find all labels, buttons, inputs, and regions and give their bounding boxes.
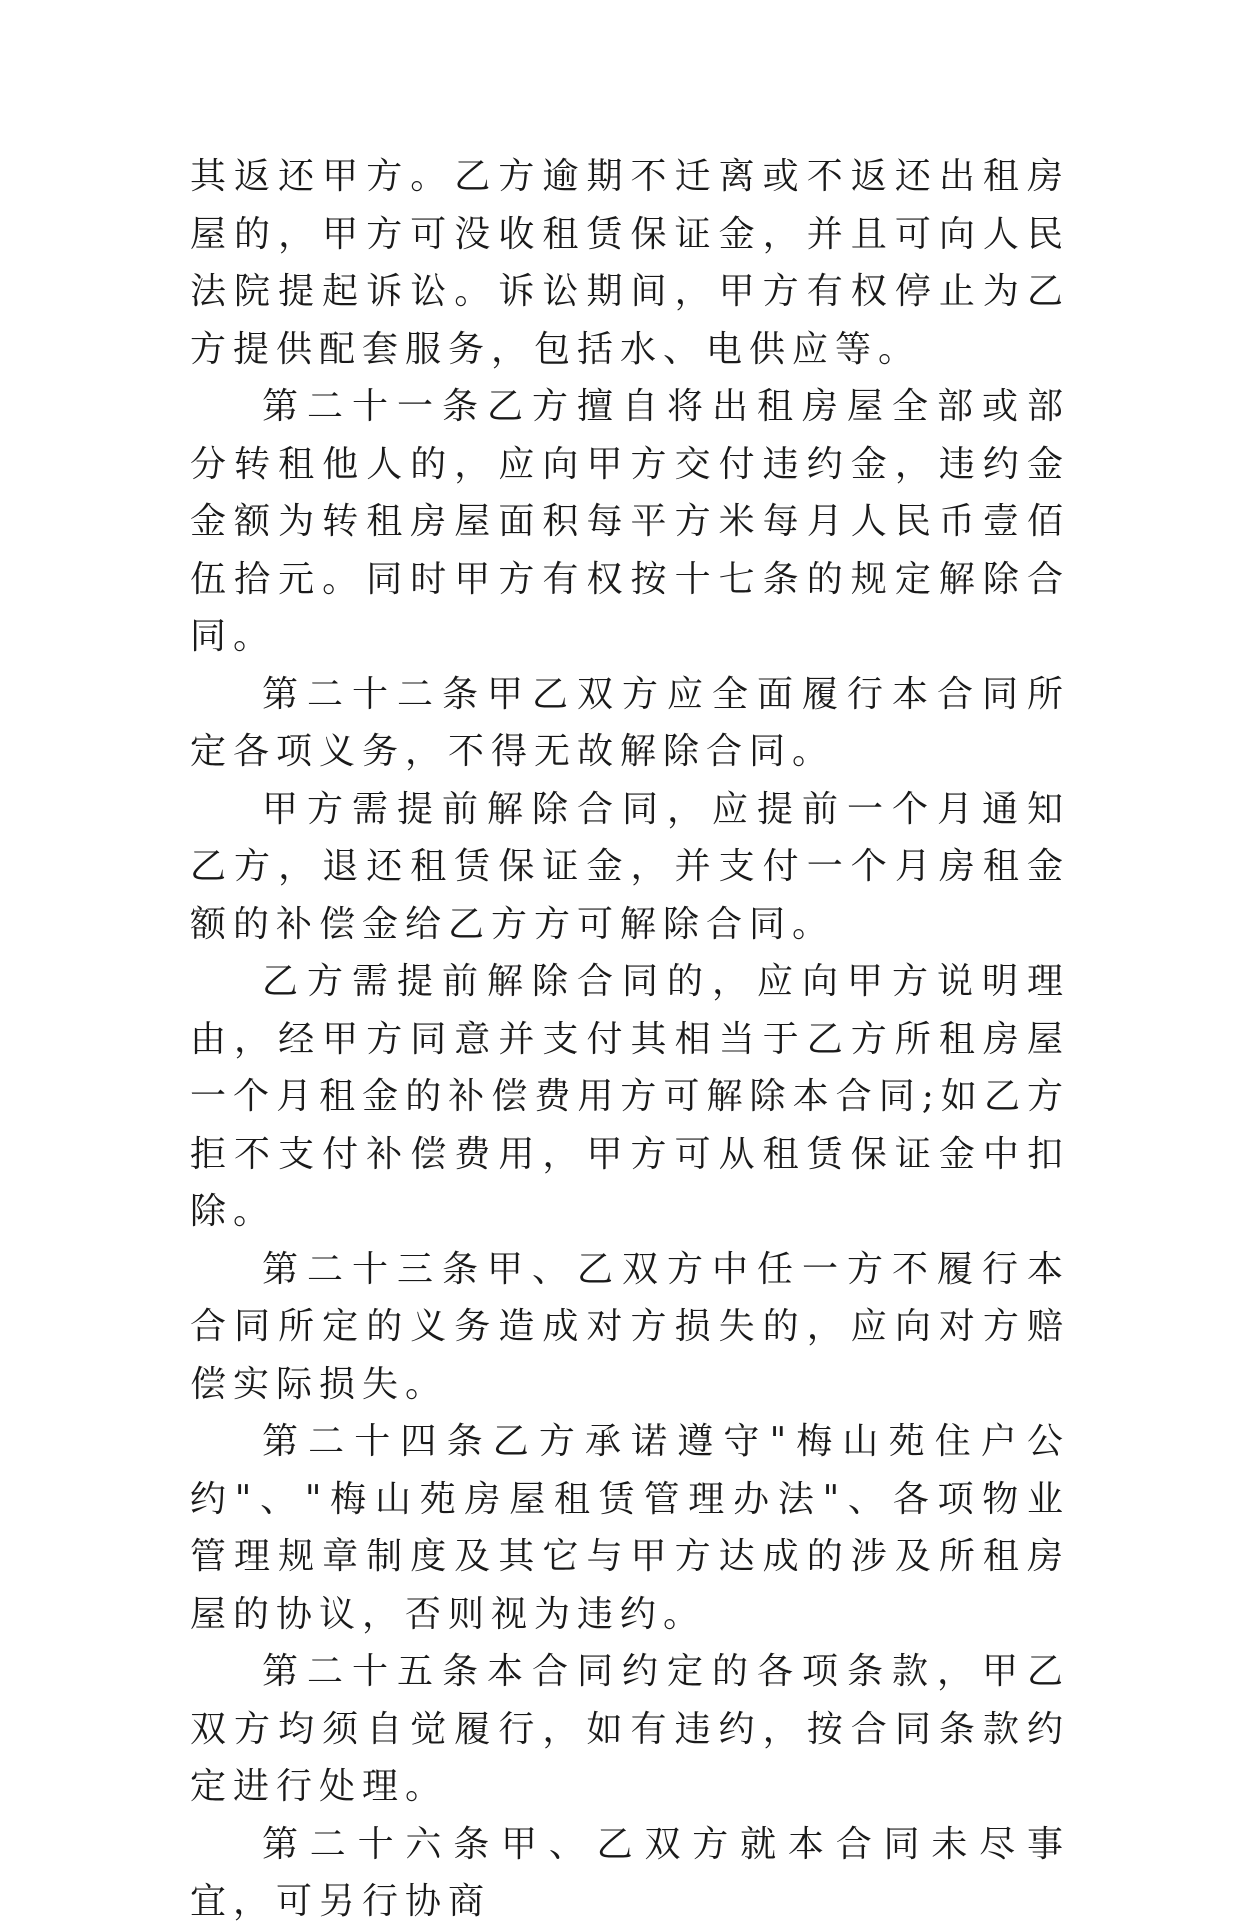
paragraph-article-26: 第二十六条甲、乙双方就本合同未尽事宜，可另行协商	[190, 1823, 1070, 1922]
paragraph-article-23: 第二十三条甲、乙双方中任一方不履行本合同所定的义务造成对方损失的，应向对方赔偿实际损失。	[190, 1248, 1070, 1405]
paragraph-article-24: 第二十四条乙方承诺遵守"梅山苑住户公约"、"梅山苑房屋租赁管理办法"、各项物业管理规章制度及其它与甲方达成的涉及所租房屋的协议，否则视为违约。	[190, 1421, 1070, 1635]
paragraph-article-25: 第二十五条本合同约定的各项条款，甲乙双方均须自觉履行，如有违约，按合同条款约定进行处理。	[190, 1651, 1070, 1807]
paragraph-article-21: 第二十一条乙方擅自将出租房屋全部或部分转租他人的，应向甲方交付违约金，违约金金额为转租房屋面积每平方米每月人民币壹佰伍拾元。同时甲方有权按十七条的规定解除合同。	[190, 386, 1070, 657]
paragraph-article-22: 第二十二条甲乙双方应全面履行本合同所定各项义务，不得无故解除合同。	[190, 673, 1070, 772]
document-page	[190, 148, 1070, 1931]
paragraph-continuation: 其返还甲方。乙方逾期不迁离或不返还出租房屋的，甲方可没收租赁保证金，并且可向人民法院提起诉讼。诉讼期间，甲方有权停止为乙方提供配套服务，包括水、电供应等。	[190, 156, 1070, 370]
paragraph-party-b-termination: 乙方需提前解除合同的，应向甲方说明理由，经甲方同意并支付其相当于乙方所租房屋一个月租金的补偿费用方可解除本合同;如乙方拒不支付补偿费用，甲方可从租赁保证金中扣除。	[190, 961, 1070, 1232]
paragraph-party-a-termination: 甲方需提前解除合同，应提前一个月通知乙方，退还租赁保证金，并支付一个月房租金额的补偿金给乙方方可解除合同。	[190, 788, 1070, 945]
